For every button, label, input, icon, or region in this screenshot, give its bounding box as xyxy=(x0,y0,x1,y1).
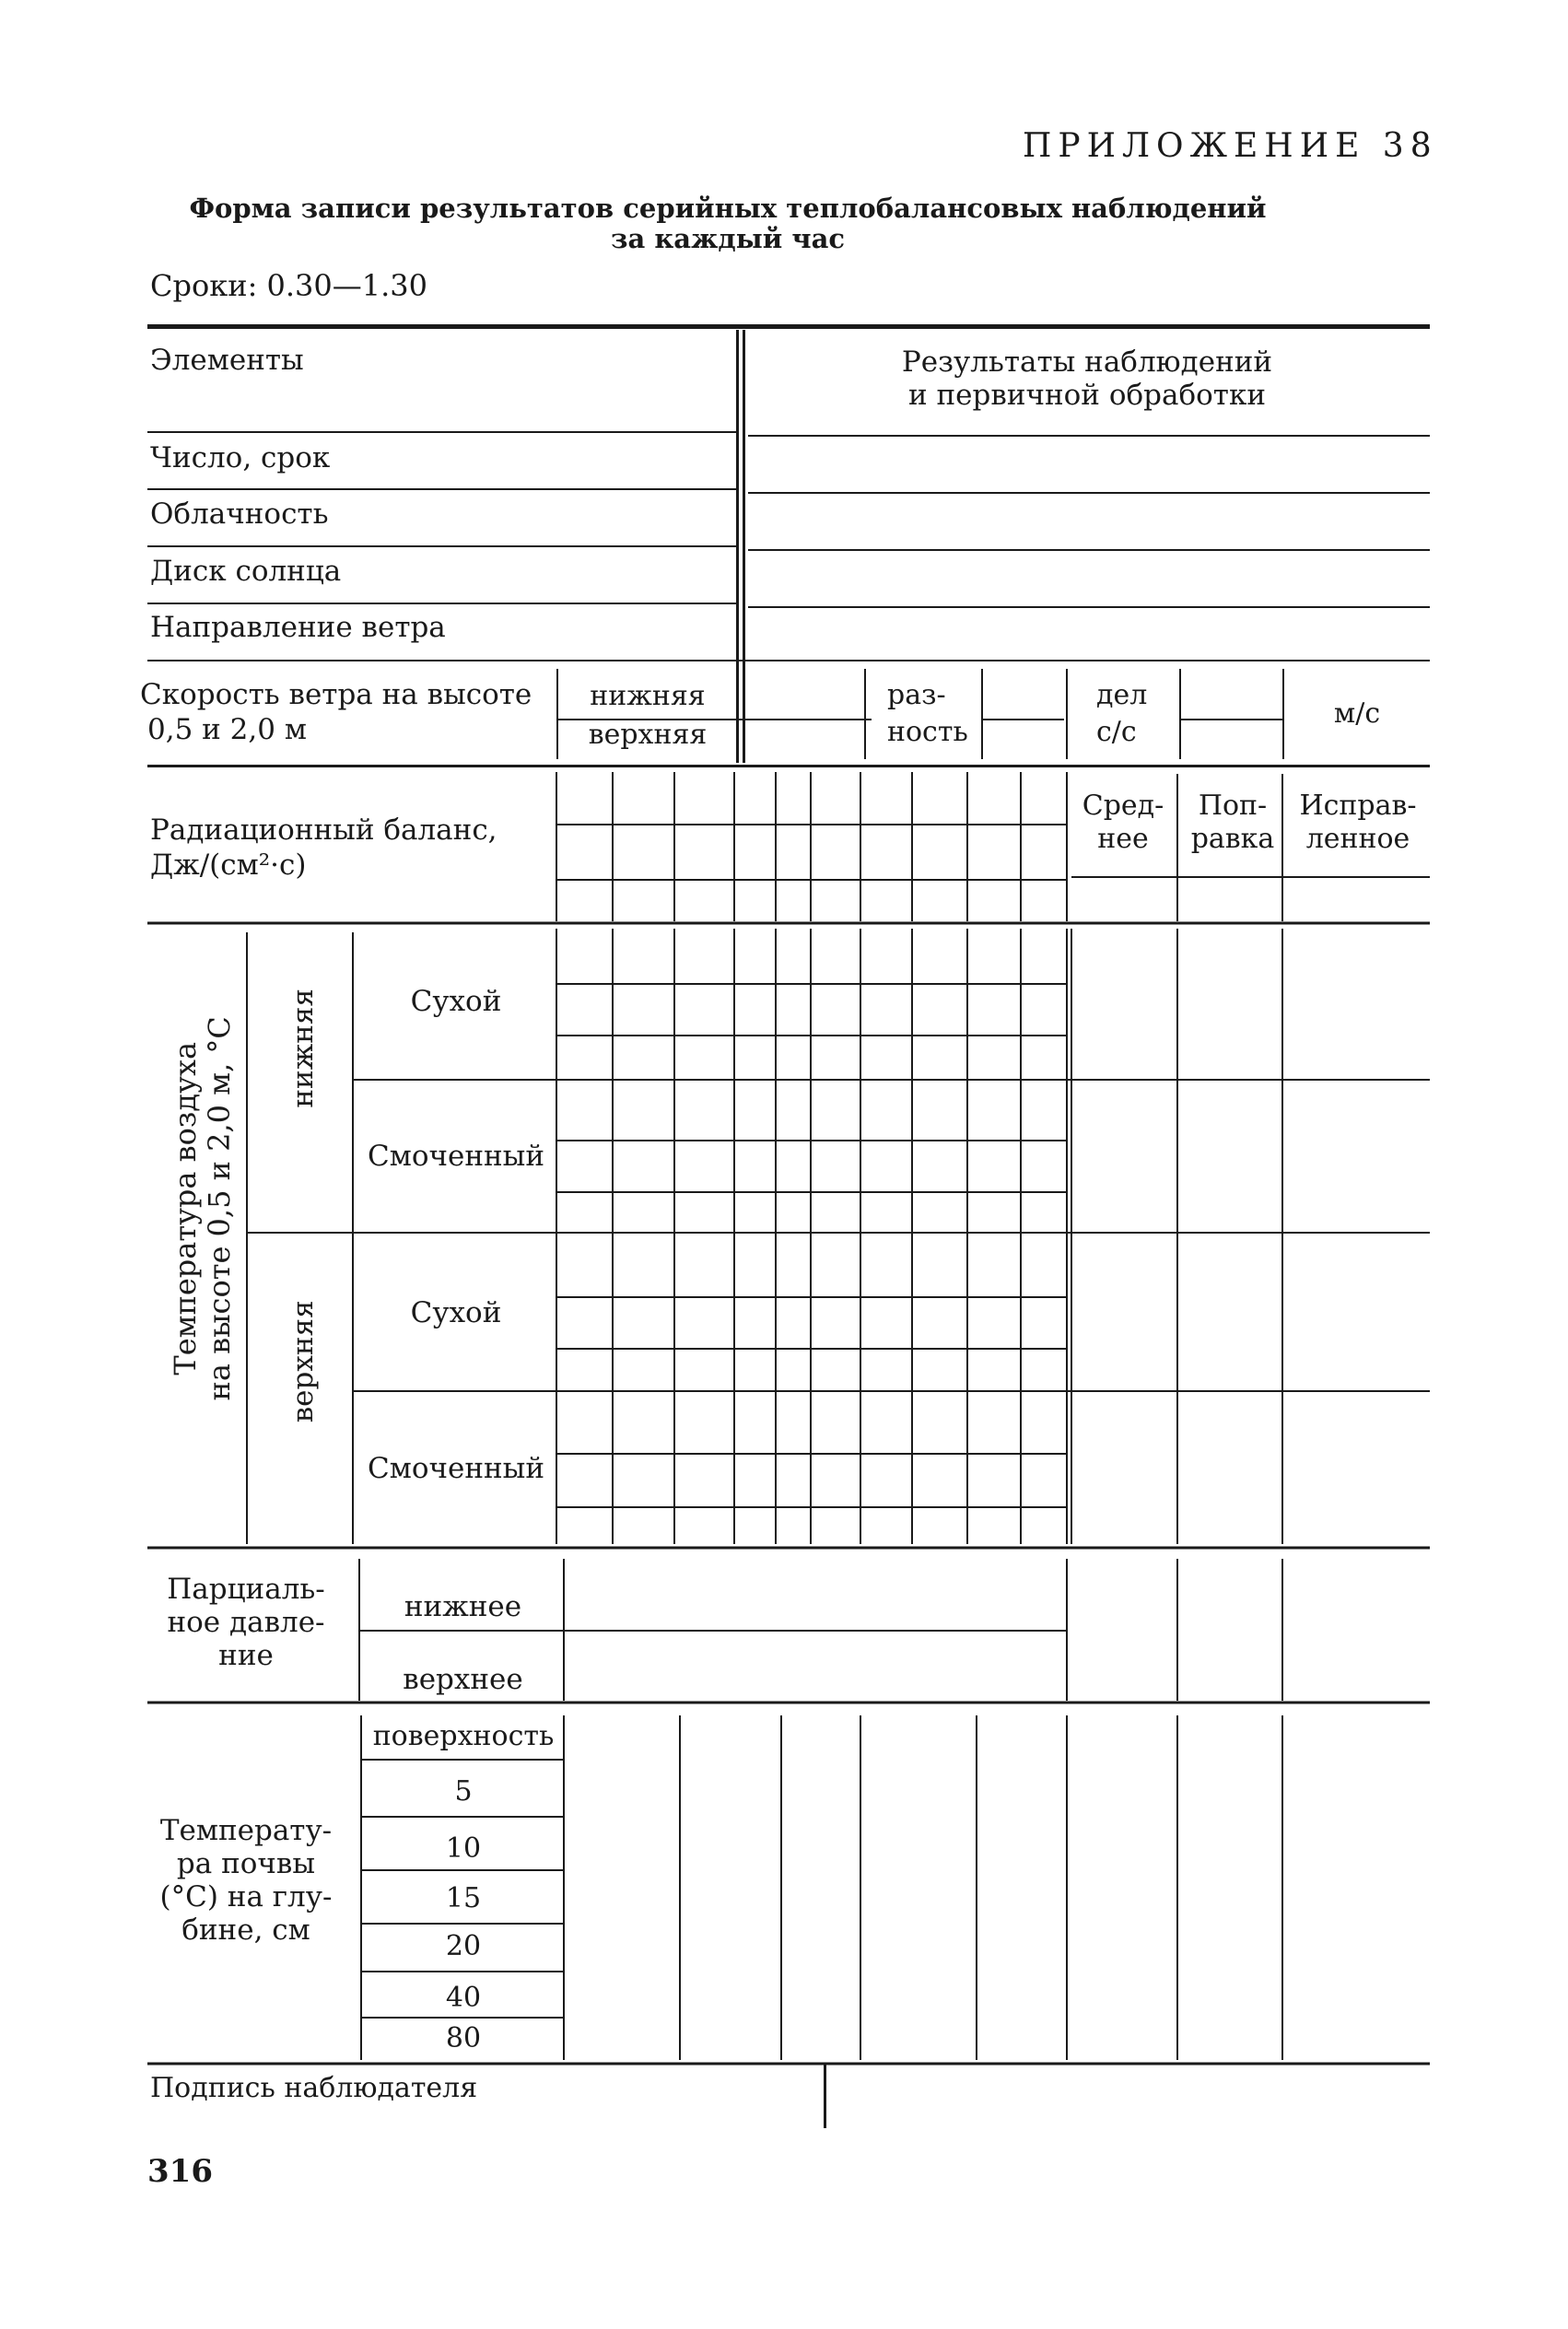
soil-depth-20: 20 xyxy=(445,1930,482,1962)
soil-depth-15: 15 xyxy=(445,1882,482,1914)
partial-pressure-line3: ние xyxy=(218,1639,274,1672)
mean-line2: нее xyxy=(1097,823,1149,855)
wind-speed-label-line2: 0,5 и 2,0 м xyxy=(147,713,307,746)
page-number: 316 xyxy=(147,2153,213,2190)
row-wind-direction: Направление ветра xyxy=(150,611,446,644)
radiation-label-line1: Радиационный баланс, xyxy=(150,813,497,847)
soil-depth-80: 80 xyxy=(445,2022,482,2054)
row-cloudiness: Облачность xyxy=(150,497,329,531)
radiation-label-line2: Дж/(см²·с) xyxy=(150,849,307,882)
diff-line2: ность xyxy=(887,716,968,748)
upper-wet: Смоченный xyxy=(368,1452,544,1485)
diff-line1: раз- xyxy=(887,679,946,711)
soil-depth-10: 10 xyxy=(445,1832,482,1865)
elements-header: Элементы xyxy=(150,344,304,377)
soil-label-line3: (°С) на глу- xyxy=(159,1880,333,1914)
soil-depth-40: 40 xyxy=(445,1982,482,2014)
soil-label-line1: Температу- xyxy=(159,1814,333,1847)
row-sun-disk: Диск солнца xyxy=(150,555,342,588)
form-title-line2: за каждый час xyxy=(610,223,846,254)
air-temp-label-line1: Температура воздуха xyxy=(168,1041,204,1375)
corrected-line2: ленное xyxy=(1305,823,1410,855)
correction-line2: равка xyxy=(1190,823,1275,855)
air-temp-upper: верхняя xyxy=(287,1300,321,1423)
div-line1: дел xyxy=(1096,679,1148,711)
div-line2: с/с xyxy=(1096,716,1137,748)
air-temp-label-line2: на высоте 0,5 и 2,0 м, °С xyxy=(202,1016,237,1401)
results-header-line1: Результаты наблюдений xyxy=(901,345,1273,379)
wind-lower: нижняя xyxy=(590,680,706,712)
partial-pressure-line2: ное давле- xyxy=(167,1606,325,1639)
results-header-line2: и первичной обработки xyxy=(908,379,1266,412)
form-title-line1: Форма записи результатов серийных теплобалансовых наблюдений xyxy=(189,193,1267,224)
soil-depth-0: поверхность xyxy=(372,1720,555,1752)
wind-unit: м/с xyxy=(1333,697,1381,730)
partial-pressure-line1: Парциаль- xyxy=(167,1573,325,1606)
lower-dry: Сухой xyxy=(410,985,502,1018)
mean-line1: Сред- xyxy=(1082,790,1164,822)
signature-label: Подпись наблюдателя xyxy=(150,2072,478,2104)
partial-pressure-lower: нижнее xyxy=(404,1590,522,1623)
appendix-heading: ПРИЛОЖЕНИЕ 38 xyxy=(1023,127,1438,165)
lower-wet: Смоченный xyxy=(368,1140,544,1173)
partial-pressure-upper: верхнее xyxy=(403,1663,523,1696)
soil-label-line2: ра почвы xyxy=(176,1847,316,1880)
correction-line1: Поп- xyxy=(1198,790,1268,822)
row-date-term: Число, срок xyxy=(150,441,331,474)
upper-dry: Сухой xyxy=(410,1296,502,1329)
soil-depth-5: 5 xyxy=(454,1775,473,1808)
wind-speed-label-line1: Скорость ветра на высоте xyxy=(140,678,532,711)
air-temp-lower: нижняя xyxy=(287,989,321,1108)
terms-label: Сроки: 0.30—1.30 xyxy=(150,268,428,303)
corrected-line1: Исправ- xyxy=(1299,790,1417,822)
soil-label-line4: бине, см xyxy=(181,1914,310,1947)
wind-upper: верхняя xyxy=(588,719,708,751)
